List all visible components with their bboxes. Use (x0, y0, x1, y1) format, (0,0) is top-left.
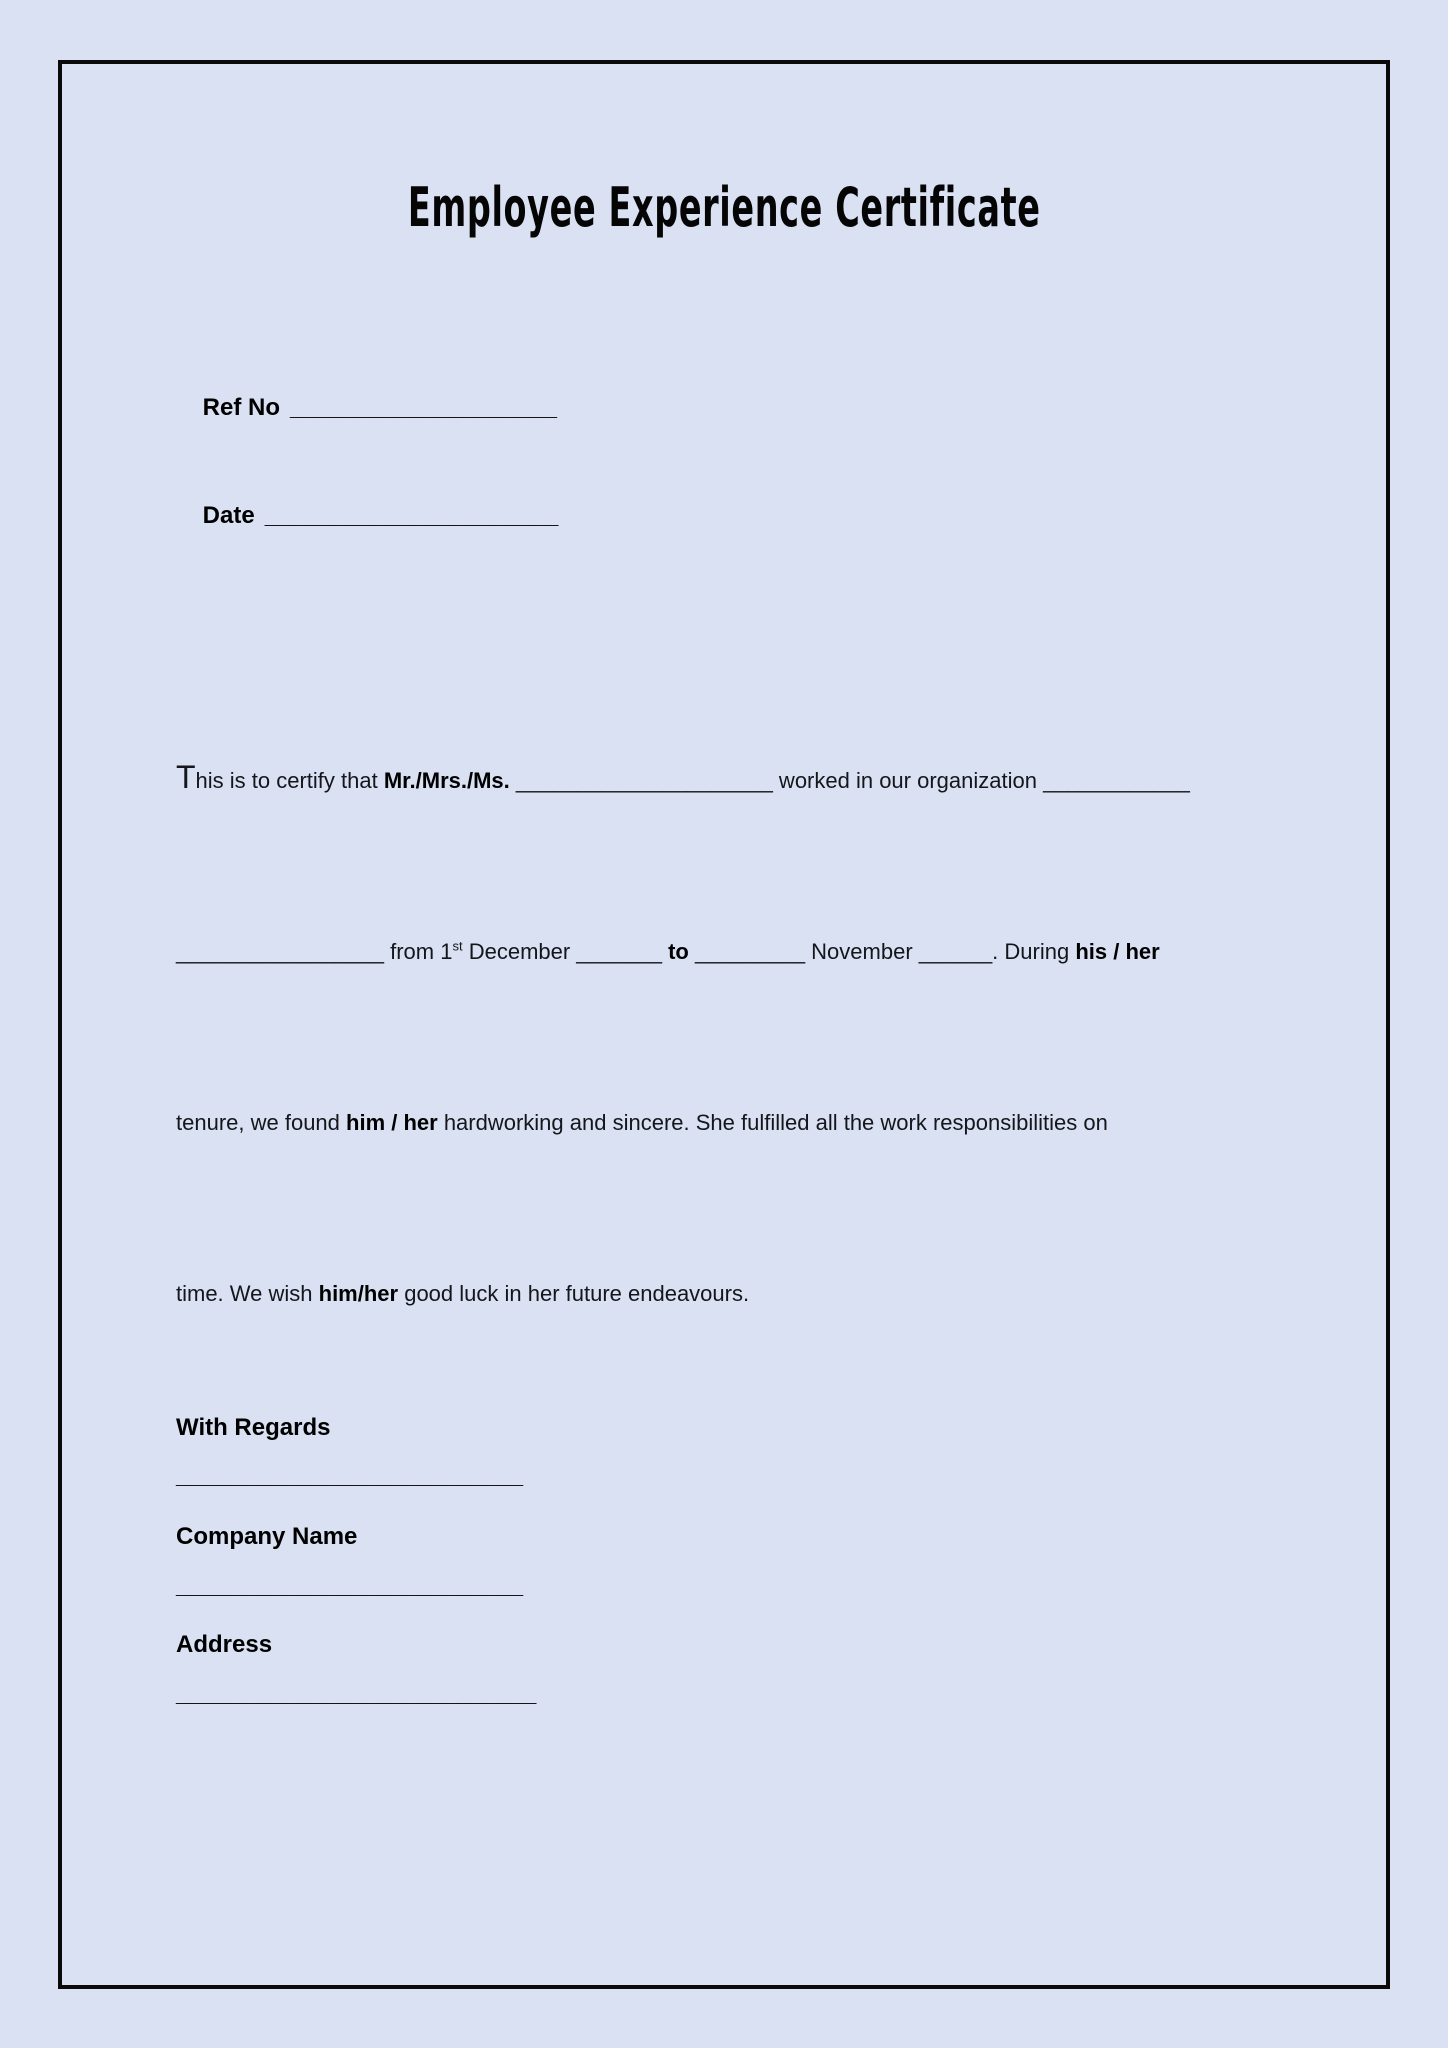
body-text: his is to certify that (195, 768, 384, 793)
body-line-2 (176, 923, 1190, 980)
company-name-blank-line: __________________________ (176, 1572, 524, 1599)
title-row (58, 176, 1390, 239)
date-blank-line: ______________________ (264, 502, 559, 529)
body-text: December _______ (462, 939, 669, 964)
salutation-options: Mr./Mrs./Ms. (383, 768, 510, 793)
body-line-1 (176, 749, 1190, 809)
date-row (176, 474, 558, 558)
page-title: Employee Experience Certificate (407, 176, 1041, 239)
body-text: _________________ from 1 (176, 939, 453, 964)
body-text-bold: to (668, 939, 689, 964)
drop-cap-t: T (176, 759, 196, 795)
pronoun-options: him / her (346, 1110, 438, 1135)
body-line-3 (176, 1094, 1190, 1151)
body-text: good luck in her future endeavours. (398, 1281, 750, 1306)
ordinal-superscript: st (452, 938, 463, 954)
pronoun-options: him/her (318, 1281, 399, 1306)
body-text: time. We wish (176, 1281, 319, 1306)
address-blank-line: ___________________________ (176, 1680, 537, 1707)
pronoun-options: his / her (1075, 939, 1160, 964)
certificate-body-paragraph (176, 635, 1190, 1436)
signature-blank-line: __________________________ (176, 1462, 524, 1489)
body-text: hardworking and sincere. She fulfilled all the work responsibilities on (437, 1110, 1108, 1135)
address-label: Address (176, 1631, 273, 1658)
ref-no-blank-line: ____________________ (290, 394, 557, 421)
body-text: tenure, we found (176, 1110, 347, 1135)
company-name-label: Company Name (176, 1523, 358, 1550)
body-text: _________ November ______. During (688, 939, 1076, 964)
ref-no-label: Ref No (202, 394, 281, 421)
with-regards-label: With Regards (176, 1414, 331, 1441)
body-text: _____________________ worked in our organization ____________ (509, 768, 1190, 793)
ref-no-row (176, 366, 557, 450)
date-label: Date (202, 502, 255, 529)
body-line-4 (176, 1265, 1190, 1322)
